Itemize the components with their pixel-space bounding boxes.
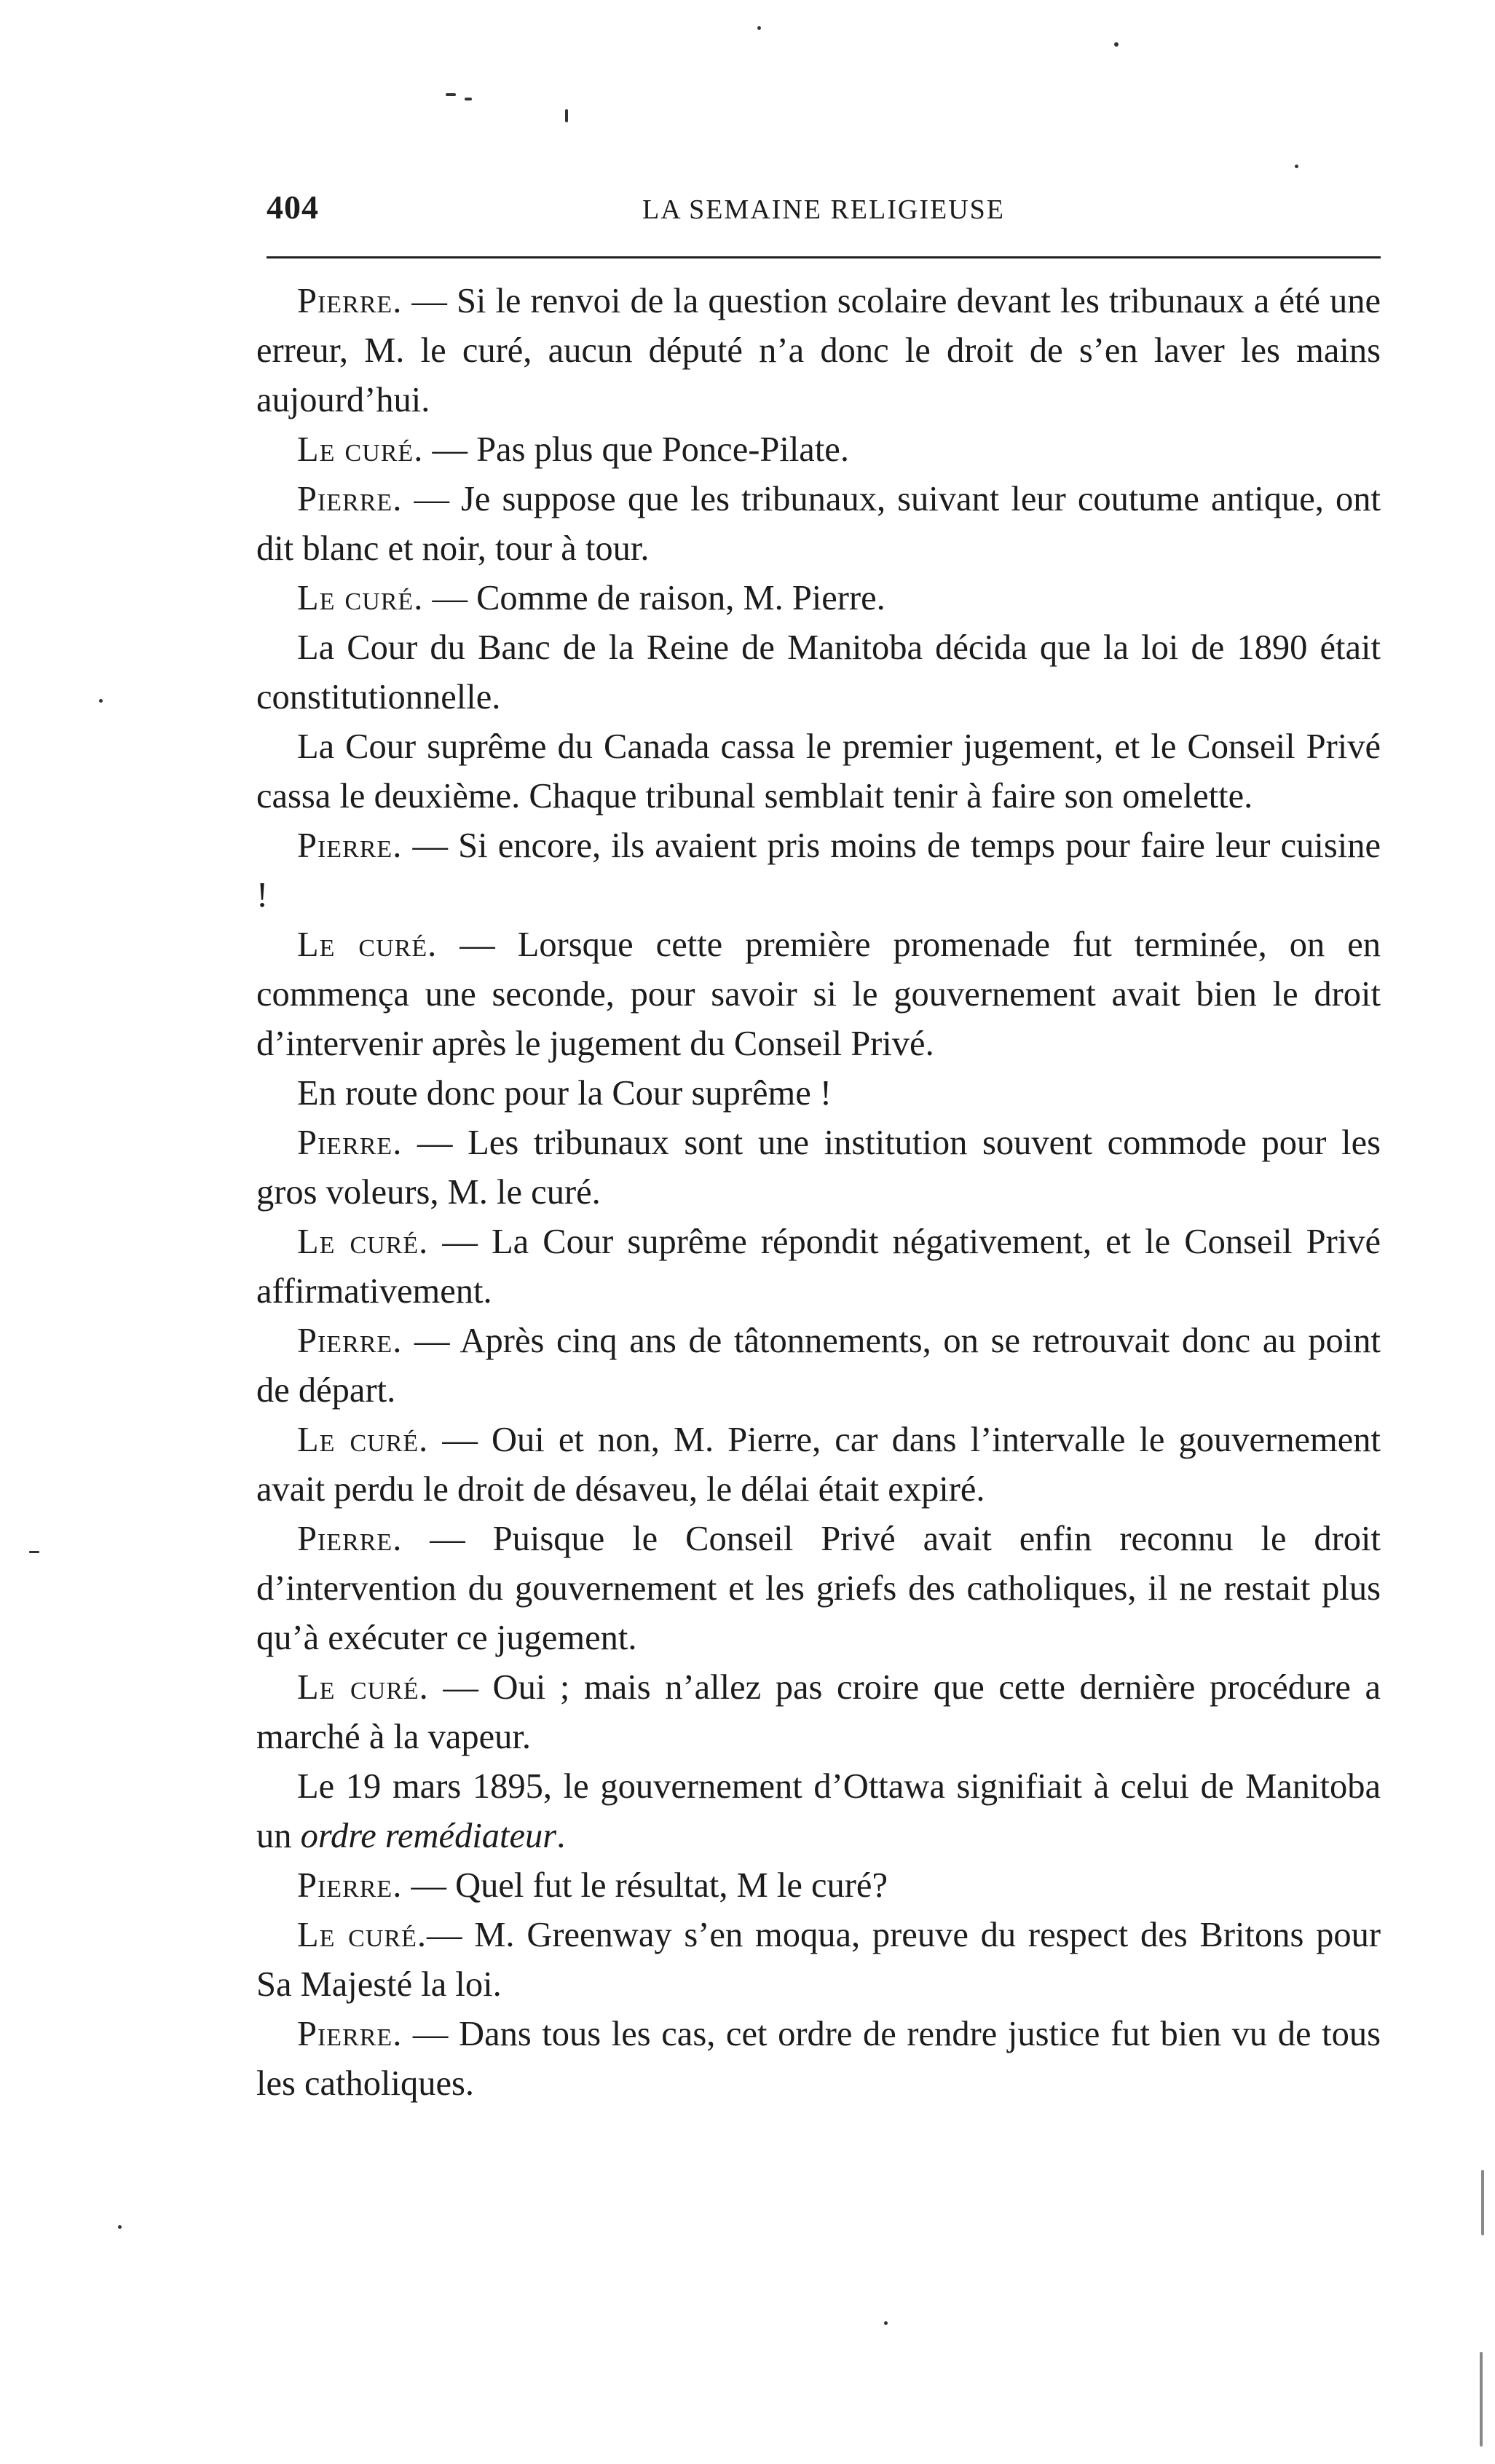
- paragraph-text: La Cour suprême du Canada cassa le premier jugement, et le Conseil Privé cassa le deuxième. Chaque tribunal semblait tenir à faire son omelette.: [256, 727, 1381, 816]
- scan-speck: [29, 1551, 39, 1553]
- running-title: LA SEMAINE RELIGIEUSE: [642, 194, 1005, 225]
- paragraph-tail: .: [556, 1817, 566, 1855]
- speaker-name: Pierre.: [297, 1520, 403, 1558]
- speaker-name: Pierre.: [297, 826, 403, 865]
- page-number: 404: [267, 189, 319, 226]
- paragraph-text: En route donc pour la Cour suprême !: [297, 1074, 832, 1113]
- paragraph-text: — La Cour suprême répondit négativement, et le Conseil Privé affirmativement.: [256, 1223, 1381, 1311]
- scan-speck: [1295, 165, 1298, 168]
- paragraph: [256, 623, 1381, 722]
- paragraph-text: Le 19 mars 1895, le gouvernement d’Ottawa signifiait à celui de Manitoba un: [256, 1767, 1381, 1855]
- paragraph: [256, 1911, 1381, 2010]
- paragraph-text: — Si le renvoi de la question scolaire devant les tribunaux a été une erreur, M. le curé, aucun député n’a donc le droit de s’en laver les mains aujourd’hui.: [256, 282, 1381, 419]
- speaker-name: Pierre.: [297, 1866, 403, 1905]
- scan-speck: [1481, 2170, 1484, 2235]
- speaker-name: Pierre.: [297, 282, 403, 320]
- paragraph: [256, 425, 1381, 475]
- italic-phrase: ordre remédiateur: [300, 1817, 557, 1855]
- paragraph-text: — Les tribunaux sont une institution souvent commode pour les gros voleurs, M. le curé.: [256, 1124, 1381, 1212]
- paragraph-text: — Puisque le Conseil Privé avait enfin reconnu le droit d’intervention du gouvernement et les griefs des catholiques, il ne restait plus qu’à exécuter ce jugement.: [256, 1520, 1381, 1657]
- paragraph-text: — Lorsque cette première promenade fut terminée, on en commença une seconde, pour savoir si le gouvernement avait bien le droit d’intervenir après le jugement du Conseil Privé.: [256, 925, 1381, 1063]
- paragraph: [256, 574, 1381, 623]
- speaker-name: Le curé.: [297, 925, 438, 964]
- speaker-name: Pierre.: [297, 1124, 403, 1162]
- paragraph-text: — Quel fut le résultat, M le curé?: [402, 1866, 888, 1905]
- paragraph-text: — M. Greenway s’en moqua, preuve du respect des Britons pour Sa Majesté la loi.: [256, 1916, 1381, 2004]
- paragraph: [256, 920, 1381, 1069]
- paragraph-text: — Après cinq ans de tâtonnements, on se retrouvait donc au point de départ.: [256, 1322, 1381, 1410]
- scan-speck: [565, 109, 568, 122]
- paragraph-text: — Si encore, ils avaient pris moins de temps pour faire leur cuisine !: [256, 826, 1381, 915]
- paragraph: [256, 1069, 1381, 1118]
- paragraph: [256, 1118, 1381, 1217]
- paragraph: [256, 475, 1381, 574]
- speaker-name: Pierre.: [297, 1322, 403, 1360]
- paragraph-text: — Oui ; mais n’allez pas croire que cette dernière procédure a marché à la vapeur.: [256, 1668, 1381, 1756]
- dialogue-text: [256, 277, 1381, 2109]
- speaker-name: Le curé.: [297, 1668, 429, 1707]
- paragraph: [256, 277, 1381, 425]
- paragraph: [256, 2010, 1381, 2109]
- paragraph-text: — Comme de raison, M. Pierre.: [423, 579, 885, 617]
- paragraph: [256, 1415, 1381, 1515]
- paragraph-text: — Pas plus que Ponce-Pilate.: [423, 430, 849, 469]
- header-rule: [267, 256, 1381, 258]
- paragraph: [256, 1663, 1381, 1762]
- scan-speck: [884, 2321, 888, 2325]
- paragraph: [256, 1861, 1381, 1911]
- paragraph: [256, 821, 1381, 920]
- scan-speck: [1114, 42, 1119, 47]
- paragraph-text: — Oui et non, M. Pierre, car dans l’intervalle le gouvernement avait perdu le droit de désaveu, le délai était expiré.: [256, 1421, 1381, 1509]
- paragraph-text: — Dans tous les cas, cet ordre de rendre justice fut bien vu de tous les catholiques.: [256, 2015, 1381, 2103]
- scan-speck: [465, 98, 472, 100]
- paragraph: [256, 1762, 1381, 1861]
- speaker-name: Le curé.: [297, 579, 424, 617]
- speaker-name: Pierre.: [297, 480, 403, 518]
- speaker-name: Le curé.: [297, 1223, 429, 1261]
- running-head: [267, 188, 1381, 239]
- scan-speck: [446, 93, 456, 96]
- speaker-name: Le curé.: [297, 1421, 429, 1459]
- paragraph: [256, 1316, 1381, 1415]
- speaker-name: Pierre.: [297, 2015, 403, 2053]
- paragraph: [256, 722, 1381, 821]
- paragraph: [256, 1217, 1381, 1316]
- paragraph-text: — Je suppose que les tribunaux, suivant leur coutume antique, ont dit blanc et noir, tour à tour.: [256, 480, 1381, 568]
- scan-speck: [757, 26, 761, 30]
- paragraph-text: La Cour du Banc de la Reine de Manitoba décida que la loi de 1890 était constitutionnelle.: [256, 628, 1381, 716]
- speaker-name: Le curé.: [297, 430, 424, 469]
- scan-speck: [118, 2225, 122, 2229]
- paragraph: [256, 1515, 1381, 1663]
- speaker-name: Le curé.: [297, 1916, 427, 1954]
- scan-speck: [1480, 2352, 1483, 2447]
- scan-speck: [99, 699, 103, 703]
